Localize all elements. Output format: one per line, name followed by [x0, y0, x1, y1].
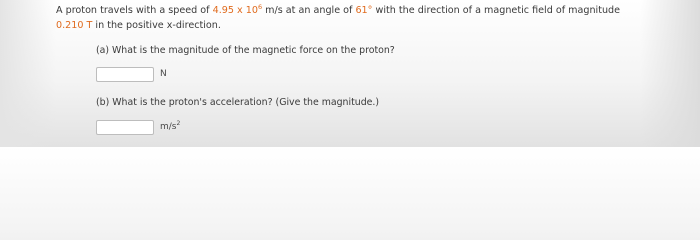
part-a-answer-input[interactable]	[96, 67, 154, 82]
speed-mantissa: 4.95 x 10	[212, 5, 258, 16]
part-b-answer-row	[96, 119, 180, 135]
left-shadow	[0, 0, 56, 147]
problem-text-4: in the positive x-direction.	[92, 20, 221, 31]
field-value: 0.210 T	[56, 20, 93, 31]
problem-text-2: m/s at an angle of	[262, 5, 356, 16]
part-b-answer-input[interactable]	[96, 120, 154, 135]
part-b-unit	[160, 122, 180, 132]
part-a-answer-row	[96, 66, 167, 82]
problem-text-1: A proton travels with a speed of	[56, 5, 213, 16]
part-a-unit: N	[160, 69, 167, 79]
part-b-unit-base: m/s	[160, 122, 177, 132]
speed-exponent: 6	[257, 3, 263, 11]
speed-value	[213, 5, 263, 16]
angle-value: 61°	[355, 5, 373, 16]
part-b-unit-exponent: 2	[176, 120, 181, 127]
part-a-question: (a) What is the magnitude of the magnetic force on the proton?	[96, 45, 395, 56]
part-b-question: (b) What is the proton's acceleration? (Give the magnitude.)	[96, 97, 380, 108]
problem-statement	[56, 3, 686, 33]
problem-text-3: with the direction of a magnetic field of magnitude	[372, 5, 621, 16]
